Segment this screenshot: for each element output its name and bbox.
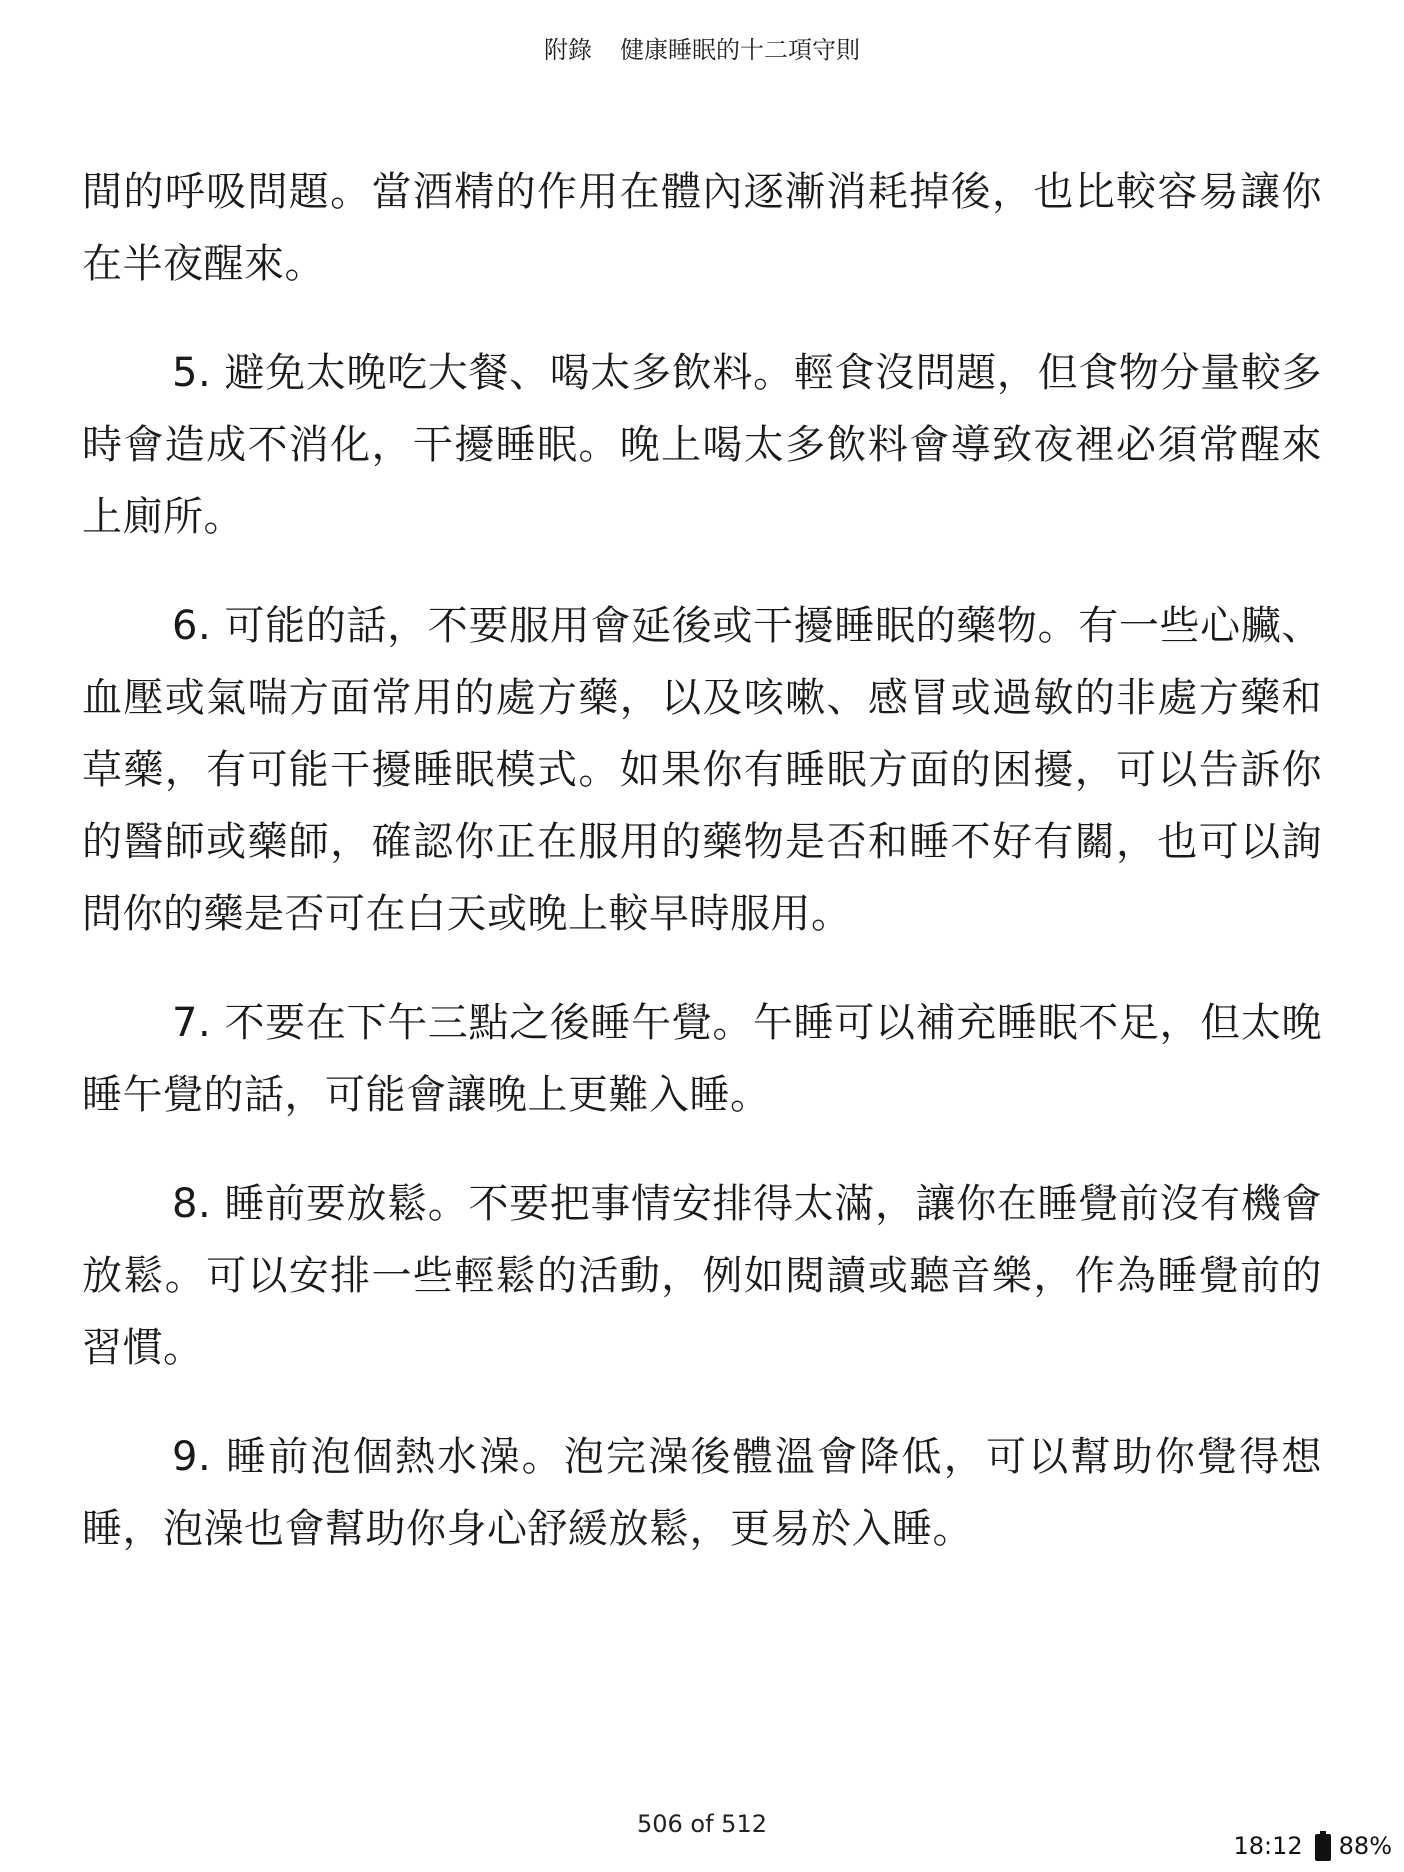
header-title: 健康睡眠的十二項守則: [620, 36, 860, 64]
paragraph-rule-7: 7. 不要在下午三點之後睡午覺。午睡可以補充睡眠不足，但太晚睡午覺的話，可能會讓晚上更難入睡。: [82, 1000, 1322, 1118]
battery-icon: [1315, 1831, 1331, 1861]
page-body: [82, 156, 1322, 1602]
paragraph-rule-8: 8. 睡前要放鬆。不要把事情安排得太滿，讓你在睡覺前沒有機會放鬆。可以安排一些輕鬆的活動，例如閱讀或聽音樂，作為睡覺前的習慣。: [82, 1181, 1322, 1371]
header-section: 附錄: [544, 36, 592, 64]
status-bar: [1233, 1828, 1392, 1864]
paragraph-rule-9: 9. 睡前泡個熱水澡。泡完澡後體溫會降低，可以幫助你覺得想睡，泡澡也會幫助你身心舒緩放鬆，更易於入睡。: [82, 1434, 1322, 1552]
running-header: [0, 32, 1404, 68]
battery-level: 88%: [1338, 1832, 1392, 1860]
clock-time: 18:12: [1233, 1832, 1303, 1860]
paragraph-continuation: 間的呼吸問題。當酒精的作用在體內逐漸消耗掉後，也比較容易讓你在半夜醒來。: [82, 169, 1322, 287]
paragraph-rule-5: 5. 避免太晚吃大餐、喝太多飲料。輕食沒問題，但食物分量較多時會造成不消化，干擾睡眠。晚上喝太多飲料會導致夜裡必須常醒來上廁所。: [82, 350, 1322, 540]
page-indicator: 506 of 512: [636, 1810, 767, 1838]
paragraph-rule-6: 6. 可能的話，不要服用會延後或干擾睡眠的藥物。有一些心臟、血壓或氣喘方面常用的處方藥，以及咳嗽、感冒或過敏的非處方藥和草藥，有可能干擾睡眠模式。如果你有睡眠方面的困擾，可以告訴你的醫師或藥師，確認你正在服用的藥物是否和睡不好有關，也可以詢問你的藥是否可在白天或晚上較早時服用。: [82, 603, 1322, 937]
